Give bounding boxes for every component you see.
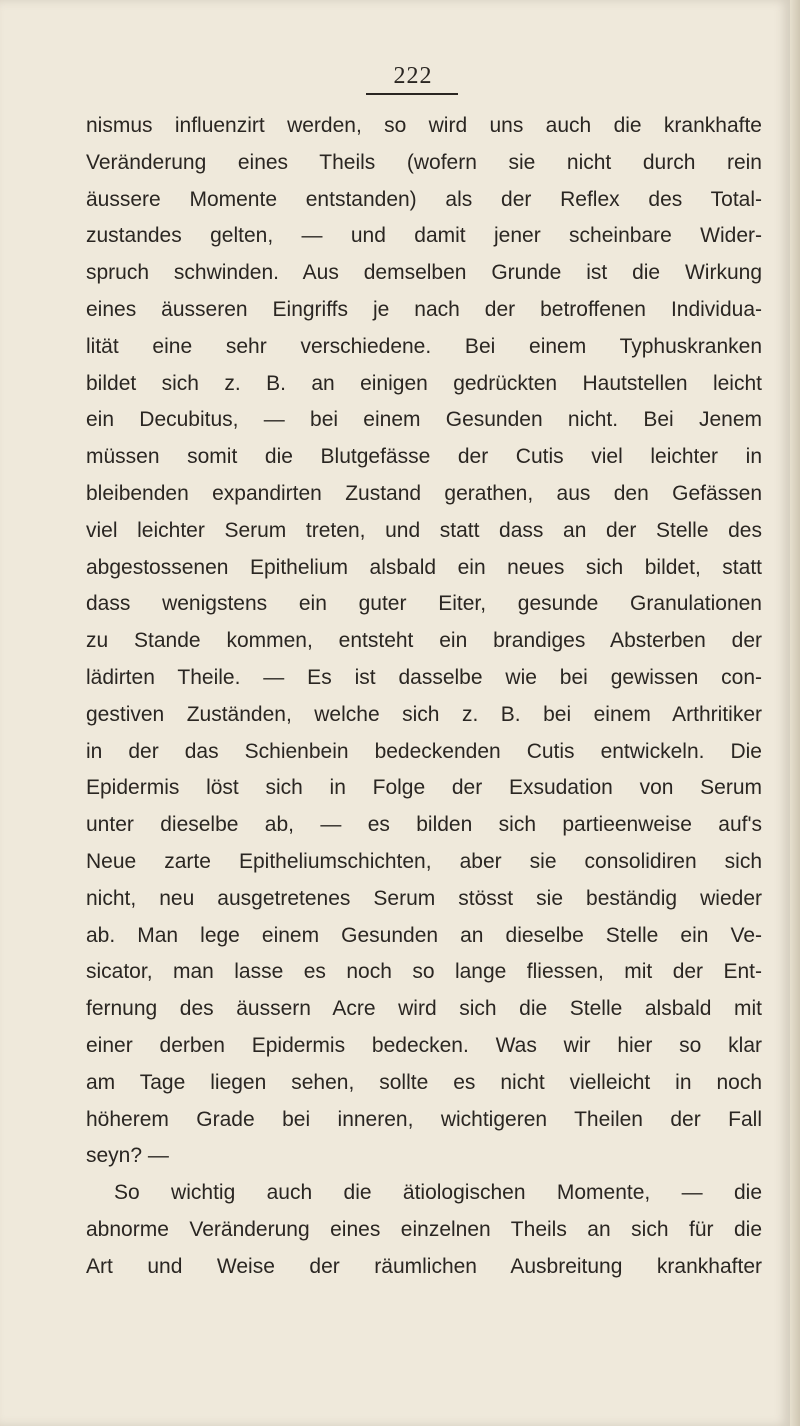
text-line: Epidermis löst sich in Folge der Exsudation von Serum [86,776,762,800]
text-line: Art und Weise der räumlichen Ausbreitung krankhafter [86,1254,762,1278]
page-edge [790,0,800,1426]
text-line: gestiven Zuständen, welche sich z. B. bei einem Arthritiker [86,702,762,726]
text-line: lädirten Theile. — Es ist dasselbe wie bei gewissen con- [86,665,762,689]
text-line: äussere Momente entstanden) als der Reflex des Total- [86,187,762,211]
text-line: seyn? — [86,1144,169,1168]
text-line: einer derben Epidermis bedecken. Was wir hier so klar [86,1033,762,1057]
text-line: spruch schwinden. Aus demselben Grunde ist die Wirkung [86,261,762,285]
text-line: bleibenden expandirten Zustand gerathen, aus den Gefässen [86,481,762,505]
body-text [86,108,762,1286]
text-line: nismus influenzirt werden, so wird uns auch die krankhafte [86,114,762,137]
text-line: unter dieselbe ab, — es bilden sich partieenweise auf's [86,813,762,837]
text-line: ein Decubitus, — bei einem Gesunden nicht. Bei Jenem [86,408,762,432]
text-line: Veränderung eines Theils (wofern sie nicht durch rein [86,150,762,174]
text-line: sicator, man lasse es noch so lange fliessen, mit der Ent- [86,960,762,984]
text-line: dass wenigstens ein guter Eiter, gesunde Granulationen [86,592,762,616]
text-line: Neue zarte Epitheliumschichten, aber sie consolidiren sich [86,849,762,873]
text-line: zustandes gelten, — und damit jener scheinbare Wider- [86,224,762,248]
text-line: ab. Man lege einem Gesunden an dieselbe Stelle ein Ve- [86,923,762,947]
text-line: So wichtig auch die ätiologischen Momente, — die [114,1181,762,1205]
text-line: höherem Grade bei inneren, wichtigeren Theilen der Fall [86,1107,762,1131]
text-line: eines äusseren Eingriffs je nach der betroffenen Individua- [86,297,762,321]
page-number: 222 [393,63,433,89]
text-line: fernung des äussern Acre wird sich die Stelle alsbald mit [86,997,762,1021]
text-line: lität eine sehr verschiedene. Bei einem Typhuskranken [86,334,762,358]
text-line: viel leichter Serum treten, und statt dass an der Stelle des [86,518,762,542]
page-number-rule [366,93,458,95]
text-line: abnorme Veränderung eines einzelnen Theils an sich für die [86,1217,762,1241]
text-line: in der das Schienbein bedeckenden Cutis entwickeln. Die [86,739,762,763]
text-line: müssen somit die Blutgefässe der Cutis viel leichter in [86,445,762,469]
text-line: abgestossenen Epithelium alsbald ein neues sich bildet, statt [86,555,762,579]
text-line: zu Stande kommen, entsteht ein brandiges Absterben der [86,629,762,653]
text-line: bildet sich z. B. an einigen gedrückten Hautstellen leicht [86,371,762,395]
text-line: am Tage liegen sehen, sollte es nicht vielleicht in noch [86,1070,762,1094]
text-line: nicht, neu ausgetretenes Serum stösst sie beständig wieder [86,886,762,910]
